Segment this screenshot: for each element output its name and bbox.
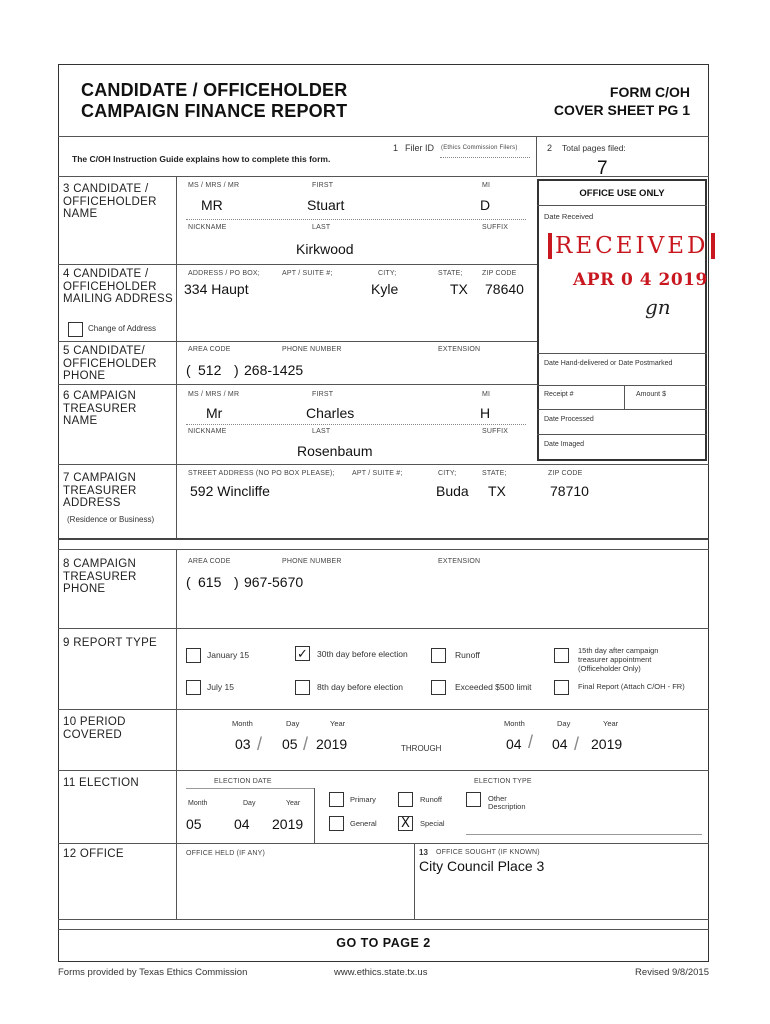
election-runoff-checkbox[interactable] bbox=[398, 792, 413, 807]
treasurer-city: Buda bbox=[436, 483, 469, 499]
candidate-address: 334 Haupt bbox=[184, 281, 249, 297]
period-to-day: 04 bbox=[552, 736, 568, 752]
section8-label: 8 CAMPAIGN TREASURER PHONE bbox=[63, 558, 137, 595]
report-runoff-label: Runoff bbox=[455, 650, 480, 660]
period-to-month: 04 bbox=[506, 736, 522, 752]
sec6-title-label: MS / MRS / MR bbox=[188, 391, 240, 398]
date-processed-label: Date Processed bbox=[544, 416, 594, 423]
sec4-city-label: CITY; bbox=[378, 270, 397, 277]
election-general-checkbox[interactable] bbox=[329, 816, 344, 831]
election-primary-label: Primary bbox=[350, 795, 376, 804]
section5-label: 5 CANDIDATE/ OFFICEHOLDER PHONE bbox=[63, 345, 157, 382]
report-final-label: Final Report (Attach C/OH - FR) bbox=[578, 682, 685, 691]
sec7-state-label: STATE; bbox=[482, 470, 507, 477]
section6-label: 6 CAMPAIGN TREASURER NAME bbox=[63, 390, 137, 427]
sec3-last-label: LAST bbox=[312, 224, 331, 231]
section7-sub: (Residence or Business) bbox=[67, 515, 155, 524]
sec3-first-label: FIRST bbox=[312, 182, 334, 189]
section11-label: 11 ELECTION bbox=[63, 777, 139, 789]
office-sought-label: OFFICE SOUGHT (IF KNOWN) bbox=[436, 849, 540, 856]
period-from-year-label: Year bbox=[330, 719, 346, 728]
election-other-label: Other Description bbox=[488, 794, 526, 811]
report-30day-checkbox[interactable]: ✓ bbox=[295, 646, 310, 661]
sec7-zip-label: ZIP CODE bbox=[548, 470, 583, 477]
election-year: 2019 bbox=[272, 816, 304, 832]
office-sought-value: City Council Place 3 bbox=[419, 858, 545, 874]
election-special-checkbox[interactable]: X bbox=[398, 816, 413, 831]
report-jan15-label: January 15 bbox=[207, 650, 250, 660]
form-title-line1: CANDIDATE / OFFICEHOLDER bbox=[81, 80, 348, 100]
candidate-zip: 78640 bbox=[485, 281, 524, 297]
treasurer-state: TX bbox=[488, 483, 506, 499]
report-exceeded-checkbox[interactable] bbox=[431, 680, 446, 695]
report-30day-label: 30th day before election bbox=[317, 649, 408, 659]
report-15day-checkbox[interactable] bbox=[554, 648, 569, 663]
office-sought-num: 13 bbox=[419, 848, 428, 857]
election-other-checkbox[interactable] bbox=[466, 792, 481, 807]
received-stamp-date: APR 0 4 2019 bbox=[573, 270, 708, 290]
filer-id-num: 1 bbox=[393, 143, 399, 153]
sec6-mi-label: MI bbox=[482, 391, 491, 398]
candidate-last-name: Kirkwood bbox=[296, 241, 354, 257]
footer-revised: Revised 9/8/2015 bbox=[635, 967, 709, 978]
filer-id-sub: (Ethics Commission Filers) bbox=[441, 145, 518, 151]
period-from-day-label: Day bbox=[286, 719, 300, 728]
election-date-label: ELECTION DATE bbox=[214, 778, 272, 785]
election-runoff-label: Runoff bbox=[420, 795, 442, 804]
sec8-phone-label: PHONE NUMBER bbox=[282, 558, 342, 565]
sec3-mi-label: MI bbox=[482, 182, 491, 189]
sec8-area-label: AREA CODE bbox=[188, 558, 231, 565]
sec6-suffix-label: SUFFIX bbox=[482, 428, 509, 435]
period-to-month-label: Month bbox=[504, 719, 525, 728]
report-8day-label: 8th day before election bbox=[317, 682, 404, 692]
treasurer-mi: H bbox=[480, 405, 491, 421]
treasurer-phone: 967-5670 bbox=[244, 574, 304, 590]
sec7-city-label: CITY; bbox=[438, 470, 457, 477]
report-15day-label: 15th day after campaign treasurer appointment (Officeholder Only) bbox=[578, 646, 659, 673]
total-pages-label: Total pages filed: bbox=[562, 143, 626, 153]
period-through-label: THROUGH bbox=[401, 744, 442, 753]
sec8-ext-label: EXTENSION bbox=[438, 558, 481, 565]
candidate-title: MR bbox=[201, 197, 223, 213]
clerk-initials: gn bbox=[645, 295, 671, 319]
report-runoff-checkbox[interactable] bbox=[431, 648, 446, 663]
period-to-year: 2019 bbox=[591, 736, 623, 752]
sec3-suffix-label: SUFFIX bbox=[482, 224, 509, 231]
election-month-label: Month bbox=[188, 800, 208, 807]
office-use-title: OFFICE USE ONLY bbox=[579, 188, 665, 199]
period-to-year-label: Year bbox=[603, 719, 619, 728]
instruction-text: The C/OH Instruction Guide explains how to complete this form. bbox=[72, 154, 331, 164]
period-from-year: 2019 bbox=[316, 736, 348, 752]
report-exceeded-label: Exceeded $500 limit bbox=[455, 682, 532, 692]
election-year-label: Year bbox=[286, 800, 301, 807]
election-general-label: General bbox=[350, 819, 377, 828]
report-jul15-label: July 15 bbox=[207, 682, 234, 692]
candidate-state: TX bbox=[450, 281, 468, 297]
treasurer-street: 592 Wincliffe bbox=[190, 483, 270, 499]
election-day: 04 bbox=[234, 816, 250, 832]
date-received-label: Date Received bbox=[544, 212, 594, 221]
filer-id-label: Filer ID bbox=[405, 143, 434, 153]
period-to-day-label: Day bbox=[557, 719, 571, 728]
section3-label: 3 CANDIDATE / OFFICEHOLDER NAME bbox=[63, 183, 157, 220]
sec6-first-label: FIRST bbox=[312, 391, 334, 398]
total-pages-num: 2 bbox=[547, 143, 553, 153]
candidate-phone: 268-1425 bbox=[244, 362, 304, 378]
election-type-label: ELECTION TYPE bbox=[474, 778, 532, 785]
section4-label: 4 CANDIDATE / OFFICEHOLDER MAILING ADDRESS bbox=[63, 268, 173, 305]
section9-label: 9 REPORT TYPE bbox=[63, 637, 158, 649]
section10-label: 10 PERIOD COVERED bbox=[63, 716, 126, 741]
candidate-city: Kyle bbox=[371, 281, 399, 297]
report-jan15-checkbox[interactable] bbox=[186, 648, 201, 663]
candidate-area-code: 512 bbox=[198, 362, 222, 378]
report-jul15-checkbox[interactable] bbox=[186, 680, 201, 695]
period-from-day: 05 bbox=[282, 736, 298, 752]
treasurer-title: Mr bbox=[206, 405, 223, 421]
candidate-first-name: Stuart bbox=[307, 197, 345, 213]
election-primary-checkbox[interactable] bbox=[329, 792, 344, 807]
sec6-last-label: LAST bbox=[312, 428, 331, 435]
sec3-nickname-label: NICKNAME bbox=[188, 224, 227, 231]
treasurer-zip: 78710 bbox=[550, 483, 589, 499]
report-8day-checkbox[interactable] bbox=[295, 680, 310, 695]
election-special-label: Special bbox=[420, 819, 445, 828]
amount-label: Amount $ bbox=[636, 391, 666, 398]
form-id: FORM C/OH bbox=[609, 84, 690, 100]
sec5-area-label: AREA CODE bbox=[188, 346, 231, 353]
sec4-state-label: STATE; bbox=[438, 270, 463, 277]
receipt-label: Receipt # bbox=[544, 391, 574, 398]
treasurer-last-name: Rosenbaum bbox=[297, 443, 373, 459]
footer-website[interactable]: www.ethics.state.tx.us bbox=[334, 967, 428, 978]
sec4-apt-label: APT / SUITE #; bbox=[282, 270, 333, 277]
sec6-nickname-label: NICKNAME bbox=[188, 428, 227, 435]
hand-delivered-label: Date Hand-delivered or Date Postmarked bbox=[544, 360, 673, 367]
cover-sheet-label: COVER SHEET PG 1 bbox=[553, 102, 690, 118]
election-month: 05 bbox=[186, 816, 202, 832]
section7-label: 7 CAMPAIGN TREASURER ADDRESS bbox=[63, 472, 137, 509]
office-held-label: OFFICE HELD (IF ANY) bbox=[186, 850, 266, 857]
footer-provided-by: Forms provided by Texas Ethics Commission bbox=[58, 967, 248, 978]
report-final-checkbox[interactable] bbox=[554, 680, 569, 695]
received-stamp: RECEIVED bbox=[548, 233, 715, 259]
total-pages-value: 7 bbox=[597, 158, 608, 179]
go-to-page-2: GO TO PAGE 2 bbox=[336, 936, 431, 950]
sec5-ext-label: EXTENSION bbox=[438, 346, 481, 353]
period-from-month: 03 bbox=[235, 736, 251, 752]
treasurer-first-name: Charles bbox=[306, 405, 355, 421]
treasurer-area-code: 615 bbox=[198, 574, 222, 590]
sec7-street-label: STREET ADDRESS (NO PO BOX PLEASE); bbox=[188, 470, 335, 477]
change-address-checkbox[interactable] bbox=[68, 322, 83, 337]
sec3-title-label: MS / MRS / MR bbox=[188, 182, 240, 189]
section12-label: 12 OFFICE bbox=[63, 848, 124, 860]
form-title-line2: CAMPAIGN FINANCE REPORT bbox=[81, 101, 348, 121]
date-imaged-label: Date Imaged bbox=[544, 441, 585, 448]
candidate-mi: D bbox=[480, 197, 491, 213]
sec7-apt-label: APT / SUITE #; bbox=[352, 470, 403, 477]
sec4-zip-label: ZIP CODE bbox=[482, 270, 517, 277]
period-from-month-label: Month bbox=[232, 719, 253, 728]
sec4-address-label: ADDRESS / PO BOX; bbox=[188, 270, 260, 277]
change-address-label: Change of Address bbox=[88, 324, 157, 333]
sec5-phone-label: PHONE NUMBER bbox=[282, 346, 342, 353]
election-day-label: Day bbox=[243, 800, 256, 807]
